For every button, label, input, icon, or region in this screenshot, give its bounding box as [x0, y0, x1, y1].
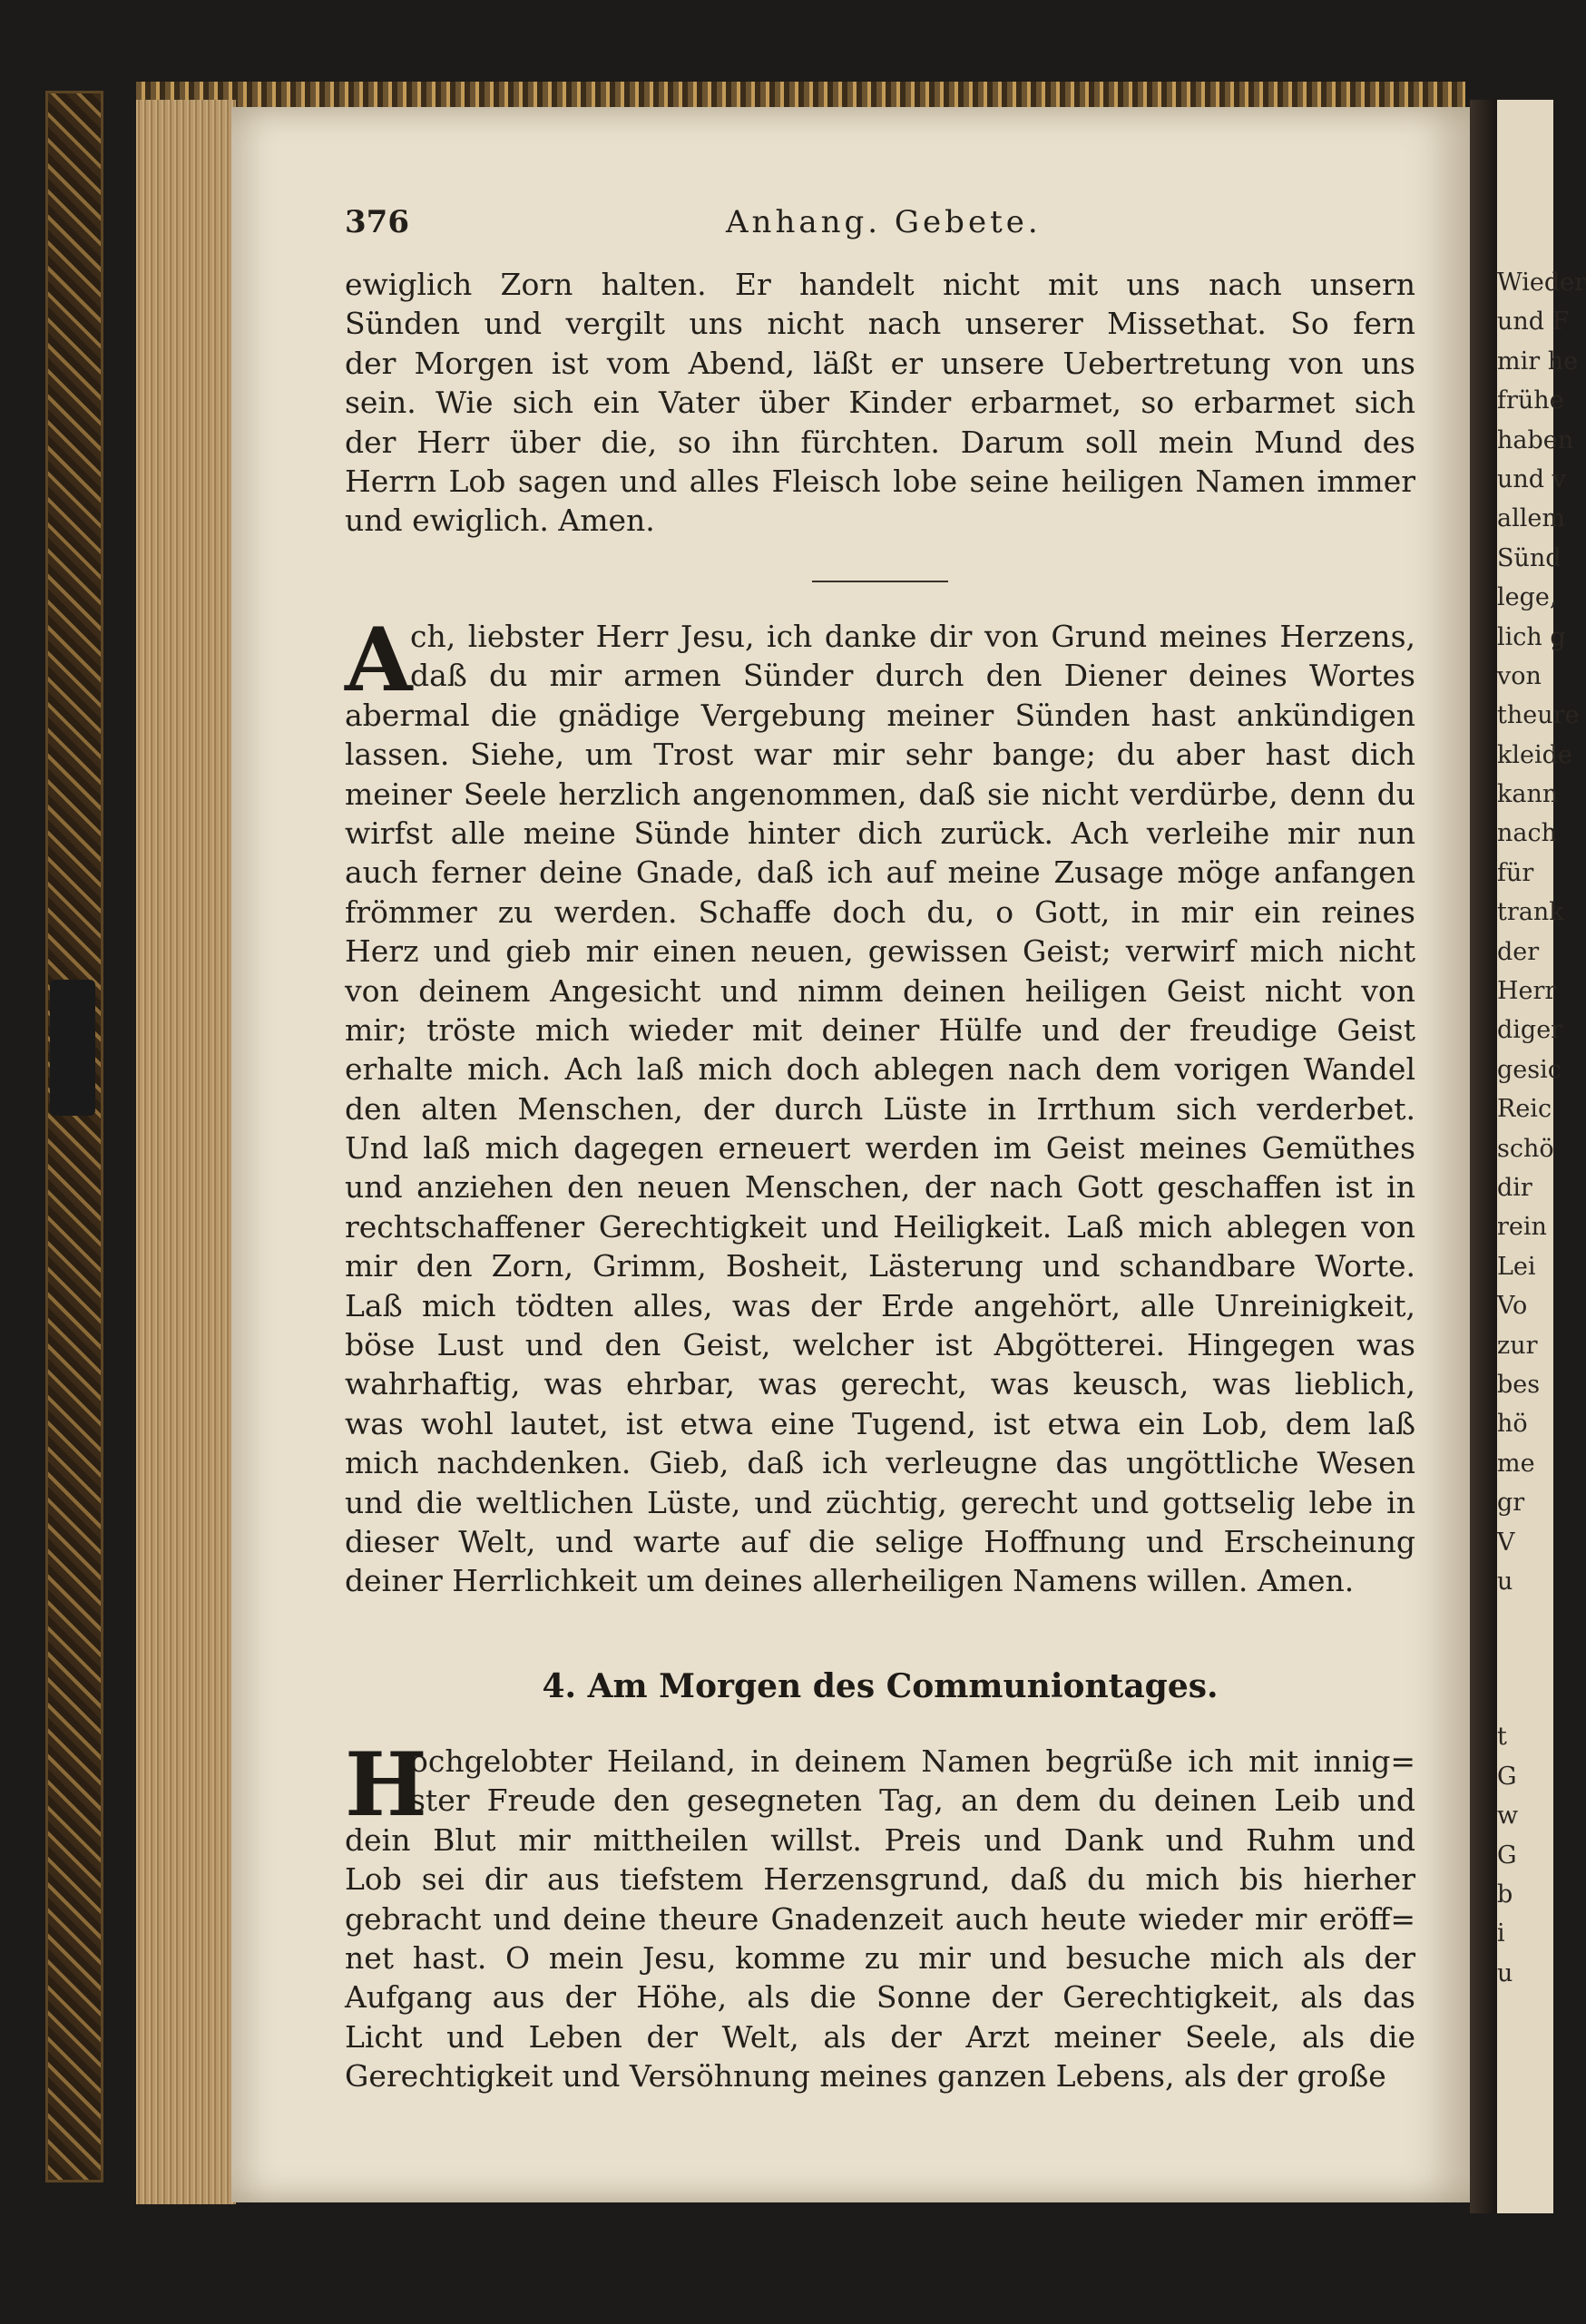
text-line: rechtschaffener Gerechtigkeit und Heiligkeit. Laß mich ablegen von [345, 1208, 1415, 1245]
gilded-top-edge [136, 82, 1465, 109]
facing-page-fragment: Sünd [1497, 543, 1562, 572]
text-line: lassen. Siehe, um Trost war mir sehr bange; du aber hast dich [345, 737, 1415, 773]
text-line: Herz und gieb mir einen neuen, gewissen Geist; verwirf mich nicht [345, 933, 1415, 970]
facing-page-fragment: G [1497, 1841, 1517, 1870]
text-line: wahrhaftig, was ehrbar, was gerecht, was keusch, was lieblich, [345, 1366, 1415, 1402]
text-line: meiner Seele herzlich angenommen, daß sie nicht verdürbe, denn du [345, 776, 1415, 812]
text-line: abermal die gnädige Vergebung meiner Sünden hast ankündigen [345, 697, 1415, 733]
text-line: ch, liebster Herr Jesu, ich danke dir von Grund meines Herzens, [410, 619, 1415, 654]
facing-page-fragment: Reic [1497, 1095, 1552, 1124]
text-line: deiner Herrlichkeit um deines allerheiligen Namens willen. Amen. [345, 1563, 1355, 1599]
facing-page-fragment: schö [1497, 1134, 1554, 1163]
facing-page-fragment: lege, [1497, 583, 1558, 612]
paragraph-continuation [345, 265, 1415, 541]
text-line: Und laß mich dagegen erneuert werden im Geist meines Gemüthes [345, 1130, 1415, 1167]
text-line: und anziehen den neuen Menschen, der nach Gott geschaffen ist in [345, 1169, 1415, 1206]
facing-page-fragment: nach [1497, 819, 1557, 848]
facing-page-fragment: V [1497, 1528, 1515, 1557]
facing-page-fragment: haben [1497, 425, 1574, 454]
text-line: gebracht und deine theure Gnadenzeit auch heute wieder mir eröff= [345, 1900, 1415, 1937]
text-line: mir; tröste mich wieder mit deiner Hülfe und der freudige Geist [345, 1011, 1415, 1048]
text-line: erhalte mich. Ach laß mich doch ablegen nach dem vorigen Wandel [345, 1051, 1415, 1088]
section-divider [812, 581, 948, 582]
facing-page-fragment: gr [1497, 1489, 1525, 1518]
text-line: Herrn Lob sagen und alles Fleisch lobe seine heiligen Namen immer [345, 463, 1415, 499]
text-line: Aufgang aus der Höhe, als die Sonne der Gerechtigkeit, als das [345, 1979, 1415, 2016]
facing-page-fragment: allem [1497, 504, 1565, 533]
book-clasp [50, 980, 95, 1116]
book-spine [45, 91, 103, 2182]
text-line: und die weltlichen Lüste, und züchtig, gerecht und gottselig lebe in [345, 1484, 1415, 1520]
facing-page-fragment: hö [1497, 1410, 1528, 1439]
facing-page-fragment: gesic [1497, 1055, 1562, 1084]
facing-page-fragment: mir he [1497, 347, 1579, 376]
facing-page-fragment: und F [1497, 308, 1570, 337]
facing-page-fragment: b [1497, 1880, 1513, 1909]
prayer-paragraph [345, 609, 1415, 1601]
text-line: der Morgen ist vom Abend, läßt er unsere Uebertretung von uns [345, 345, 1415, 381]
text-line: wirfst alle meine Sünde hinter dich zurück. Ach verleihe mir nun [345, 815, 1415, 851]
text-line: böse Lust und den Geist, welcher ist Abgötterei. Hingegen was [345, 1327, 1415, 1363]
text-line: auch ferner deine Gnade, daß ich auf meine Zusage möge anfangen [345, 854, 1415, 891]
facing-page-fragment: für [1497, 858, 1534, 887]
facing-page-fragment: kann [1497, 780, 1559, 809]
facing-page-fragment: me [1497, 1449, 1535, 1478]
facing-page-fragment: Herr [1497, 977, 1557, 1006]
text-line: Gerechtigkeit und Versöhnung meines ganzen Lebens, als der große [345, 2058, 1386, 2095]
facing-page-fragment: dir [1497, 1173, 1532, 1202]
text-line: was wohl lautet, ist etwa eine Tugend, ist etwa ein Lob, dem laß [345, 1405, 1415, 1441]
facing-page-fragment: Vo [1497, 1292, 1528, 1321]
text-line: net hast. O mein Jesu, komme zu mir und besuche mich als der [345, 1939, 1415, 1976]
text-line: von deinem Angesicht und nimm deinen heiligen Geist nicht von [345, 972, 1415, 1009]
facing-page-fragment: trank [1497, 898, 1564, 927]
facing-page-fragment: zur [1497, 1331, 1538, 1360]
running-title: Anhang. Gebete. [726, 204, 1042, 240]
facing-page-fragment: Wieder [1497, 269, 1586, 297]
text-line: Laß mich tödten alles, was der Erde angehört, alle Unreinigkeit, [345, 1287, 1415, 1323]
facing-page-fragment: der [1497, 937, 1540, 966]
drop-cap: A [345, 609, 413, 711]
facing-page-fragment: diger [1497, 1016, 1563, 1045]
facing-page-fragment: bes [1497, 1370, 1541, 1399]
facing-page-fragment: Lei [1497, 1252, 1536, 1281]
page-number: 376 [345, 204, 409, 240]
facing-page-fragment: G [1497, 1762, 1517, 1791]
section-heading: 4. Am Morgen des Communiontages. [542, 1667, 1219, 1705]
facing-page [1497, 100, 1586, 2213]
book-gutter [1470, 100, 1497, 2213]
facing-page-fragment: von [1497, 661, 1542, 690]
text-line: sein. Wie sich ein Vater über Kinder erbarmet, so erbarmet sich [345, 385, 1415, 421]
text-line: der Herr über die, so ihn fürchten. Darum soll mein Mund des [345, 424, 1415, 460]
facing-page-fragment: kleide [1497, 740, 1572, 769]
text-line: frömmer zu werden. Schaffe doch du, o Gott, in mir ein reines [345, 893, 1415, 930]
facing-page-fragment: w [1497, 1802, 1519, 1831]
text-line: mich nachdenken. Gieb, daß ich verleugne das ungöttliche Wesen [345, 1445, 1415, 1481]
text-line: Licht und Leben der Welt, als der Arzt meiner Seele, als die [345, 2018, 1415, 2055]
text-line: daß du mir armen Sünder durch den Diener deines Wortes [410, 658, 1415, 694]
facing-page-fragment: u [1497, 1958, 1513, 1987]
facing-page-fragment: theure [1497, 701, 1580, 730]
text-line: ewiglich Zorn halten. Er handelt nicht mit uns nach unsern [345, 267, 1415, 302]
facing-page-fragment [1497, 1678, 1553, 1717]
text-line: den alten Menschen, der durch Lüste in Irrthum sich verderbet. [345, 1090, 1415, 1127]
text-line: dein Blut mir mittheilen willst. Preis und Dank und Ruhm und [345, 1821, 1415, 1858]
communion-prayer-paragraph [345, 1733, 1415, 2096]
facing-page-fragment: rein [1497, 1213, 1547, 1242]
facing-page-text [1497, 263, 1586, 1601]
facing-page-fragment: frühe [1497, 386, 1564, 415]
drop-cap: H [345, 1733, 427, 1836]
text-line: dieser Welt, und warte auf die selige Hoffnung und Erscheinung [345, 1523, 1415, 1559]
facing-page-text-lower [1497, 1678, 1553, 1993]
text-line: Sünden und vergilt uns nicht nach unserer Missethat. So fern [345, 306, 1415, 342]
text-line: und ewiglich. Amen. [345, 503, 655, 539]
facing-page-fragment: lich g [1497, 622, 1566, 651]
text-line: ochgelobter Heiland, in deinem Namen begrüße ich mit innig= [410, 1743, 1415, 1779]
text-line: ster Freude den gesegneten Tag, an dem du deinen Leib und [410, 1782, 1415, 1819]
facing-page-fragment: u [1497, 1567, 1513, 1596]
facing-page-fragment: i [1497, 1919, 1505, 1948]
page-header [345, 204, 1415, 249]
text-line: mir den Zorn, Grimm, Bosheit, Lästerung und schandbare Worte. [345, 1248, 1415, 1284]
page-edges [136, 100, 236, 2204]
text-line: Lob sei dir aus tiefstem Herzensgrund, daß du mich bis hierher [345, 1861, 1415, 1898]
facing-page-fragment: und v [1497, 464, 1566, 493]
facing-page-fragment: t [1497, 1723, 1507, 1752]
